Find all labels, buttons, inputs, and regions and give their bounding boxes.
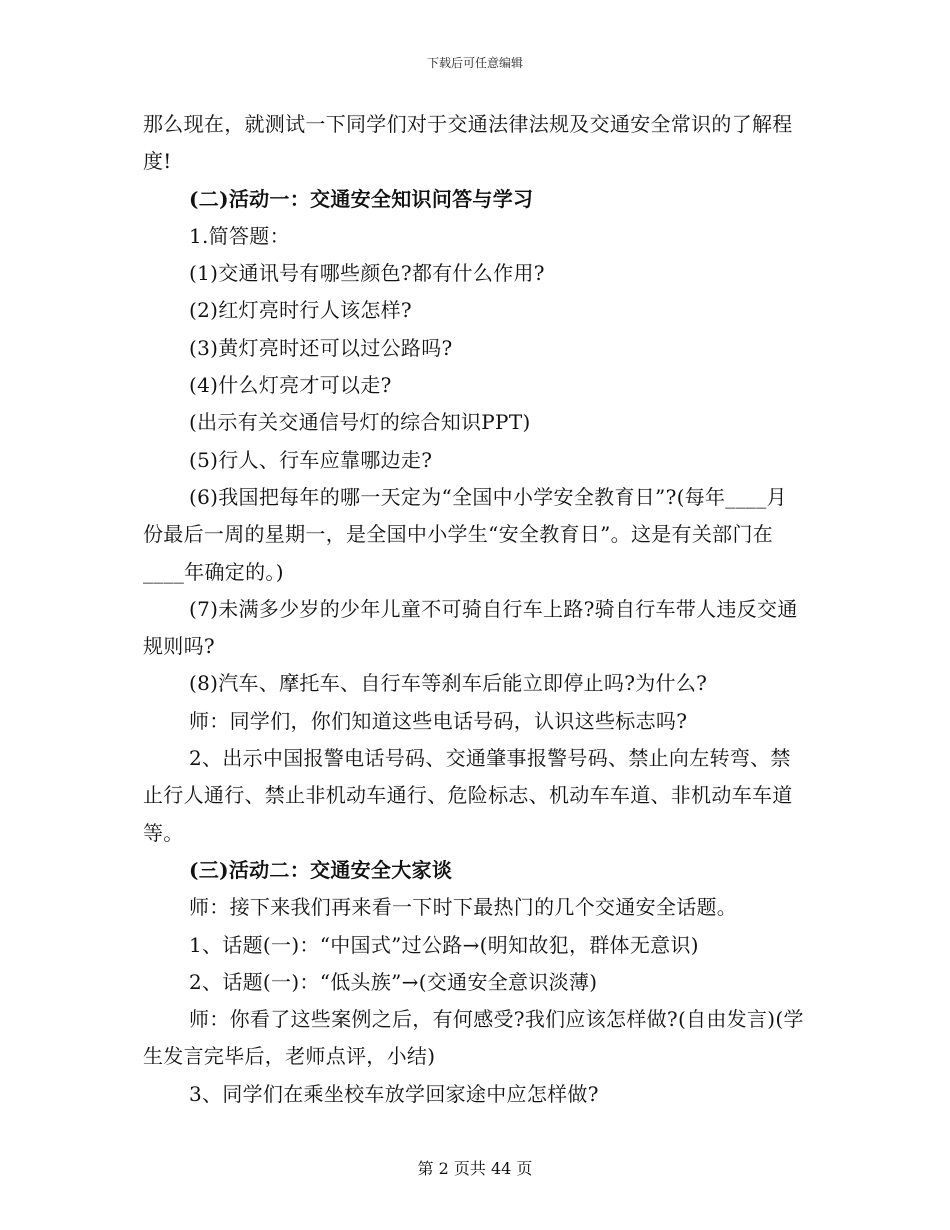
topic-2: 2、话题(一)：“低头族”→(交通安全意识淡薄) [189,969,598,994]
question-3: (3)黄灯亮时还可以过公路吗? [189,335,453,360]
question-4: (4)什么灯亮才可以走? [189,373,392,398]
item-2-signs: 2、出示中国报警电话号码、交通肇事报警号码、禁止向左转弯、禁止行人通行、禁止非机动车通行、危险标志、机动车车道、非机动车车道等。 [143,746,793,845]
question-2: (2)红灯亮时行人该怎样? [189,298,412,323]
teacher-prompt-1: 师：同学们，你们知道这些电话号码，认识这些标志吗? [189,708,688,733]
question-group-title: 1.简答题： [189,223,290,248]
teacher-prompt-2: 师：接下来我们再来看一下时下最热门的几个交通安全话题。 [189,895,738,920]
question-8: (8)汽车、摩托车、自行车等刹车后能立即停止吗?为什么? [189,671,708,696]
ppt-note: (出示有关交通信号灯的综合知识PPT) [189,410,531,435]
document-body [143,106,807,1113]
topic-1: 1、话题(一)：“中国式”过公路→(明知故犯，群体无意识) [189,932,699,957]
question-7: (7)未满多少岁的少年儿童不可骑自行车上路?骑自行车带人违反交通规则吗? [143,596,798,659]
section-heading-activity-one: (二)活动一：交通安全知识问答与学习 [189,186,534,211]
question-1: (1)交通讯号有哪些颜色?都有什么作用? [189,261,545,286]
paragraph-intro: 那么现在，就测试一下同学们对于交通法律法规及交通安全常识的了解程度! [143,112,793,174]
section-heading-activity-two: (三)活动二：交通安全大家谈 [189,857,453,882]
question-6: (6)我国把每年的哪一天定为“全国中小学安全教育日”?(每年____月份最后一周的星期一，是全国中小学生“安全教育日”。这是有关部门在____年确定的。) [143,484,787,584]
teacher-prompt-3: 师：你看了这些案例之后，有何感受?我们应该怎样做?(自由发言)(学生发言完毕后，老师点评，小结) [143,1007,804,1069]
question-5: (5)行人、行车应靠哪边走? [189,447,433,472]
page-footer: 第 2 页共 44 页 [417,1159,533,1178]
page-header: 下载后可任意编辑 [426,56,523,70]
item-3-school-bus: 3、同学们在乘坐校车放学回家途中应怎样做? [189,1081,599,1106]
